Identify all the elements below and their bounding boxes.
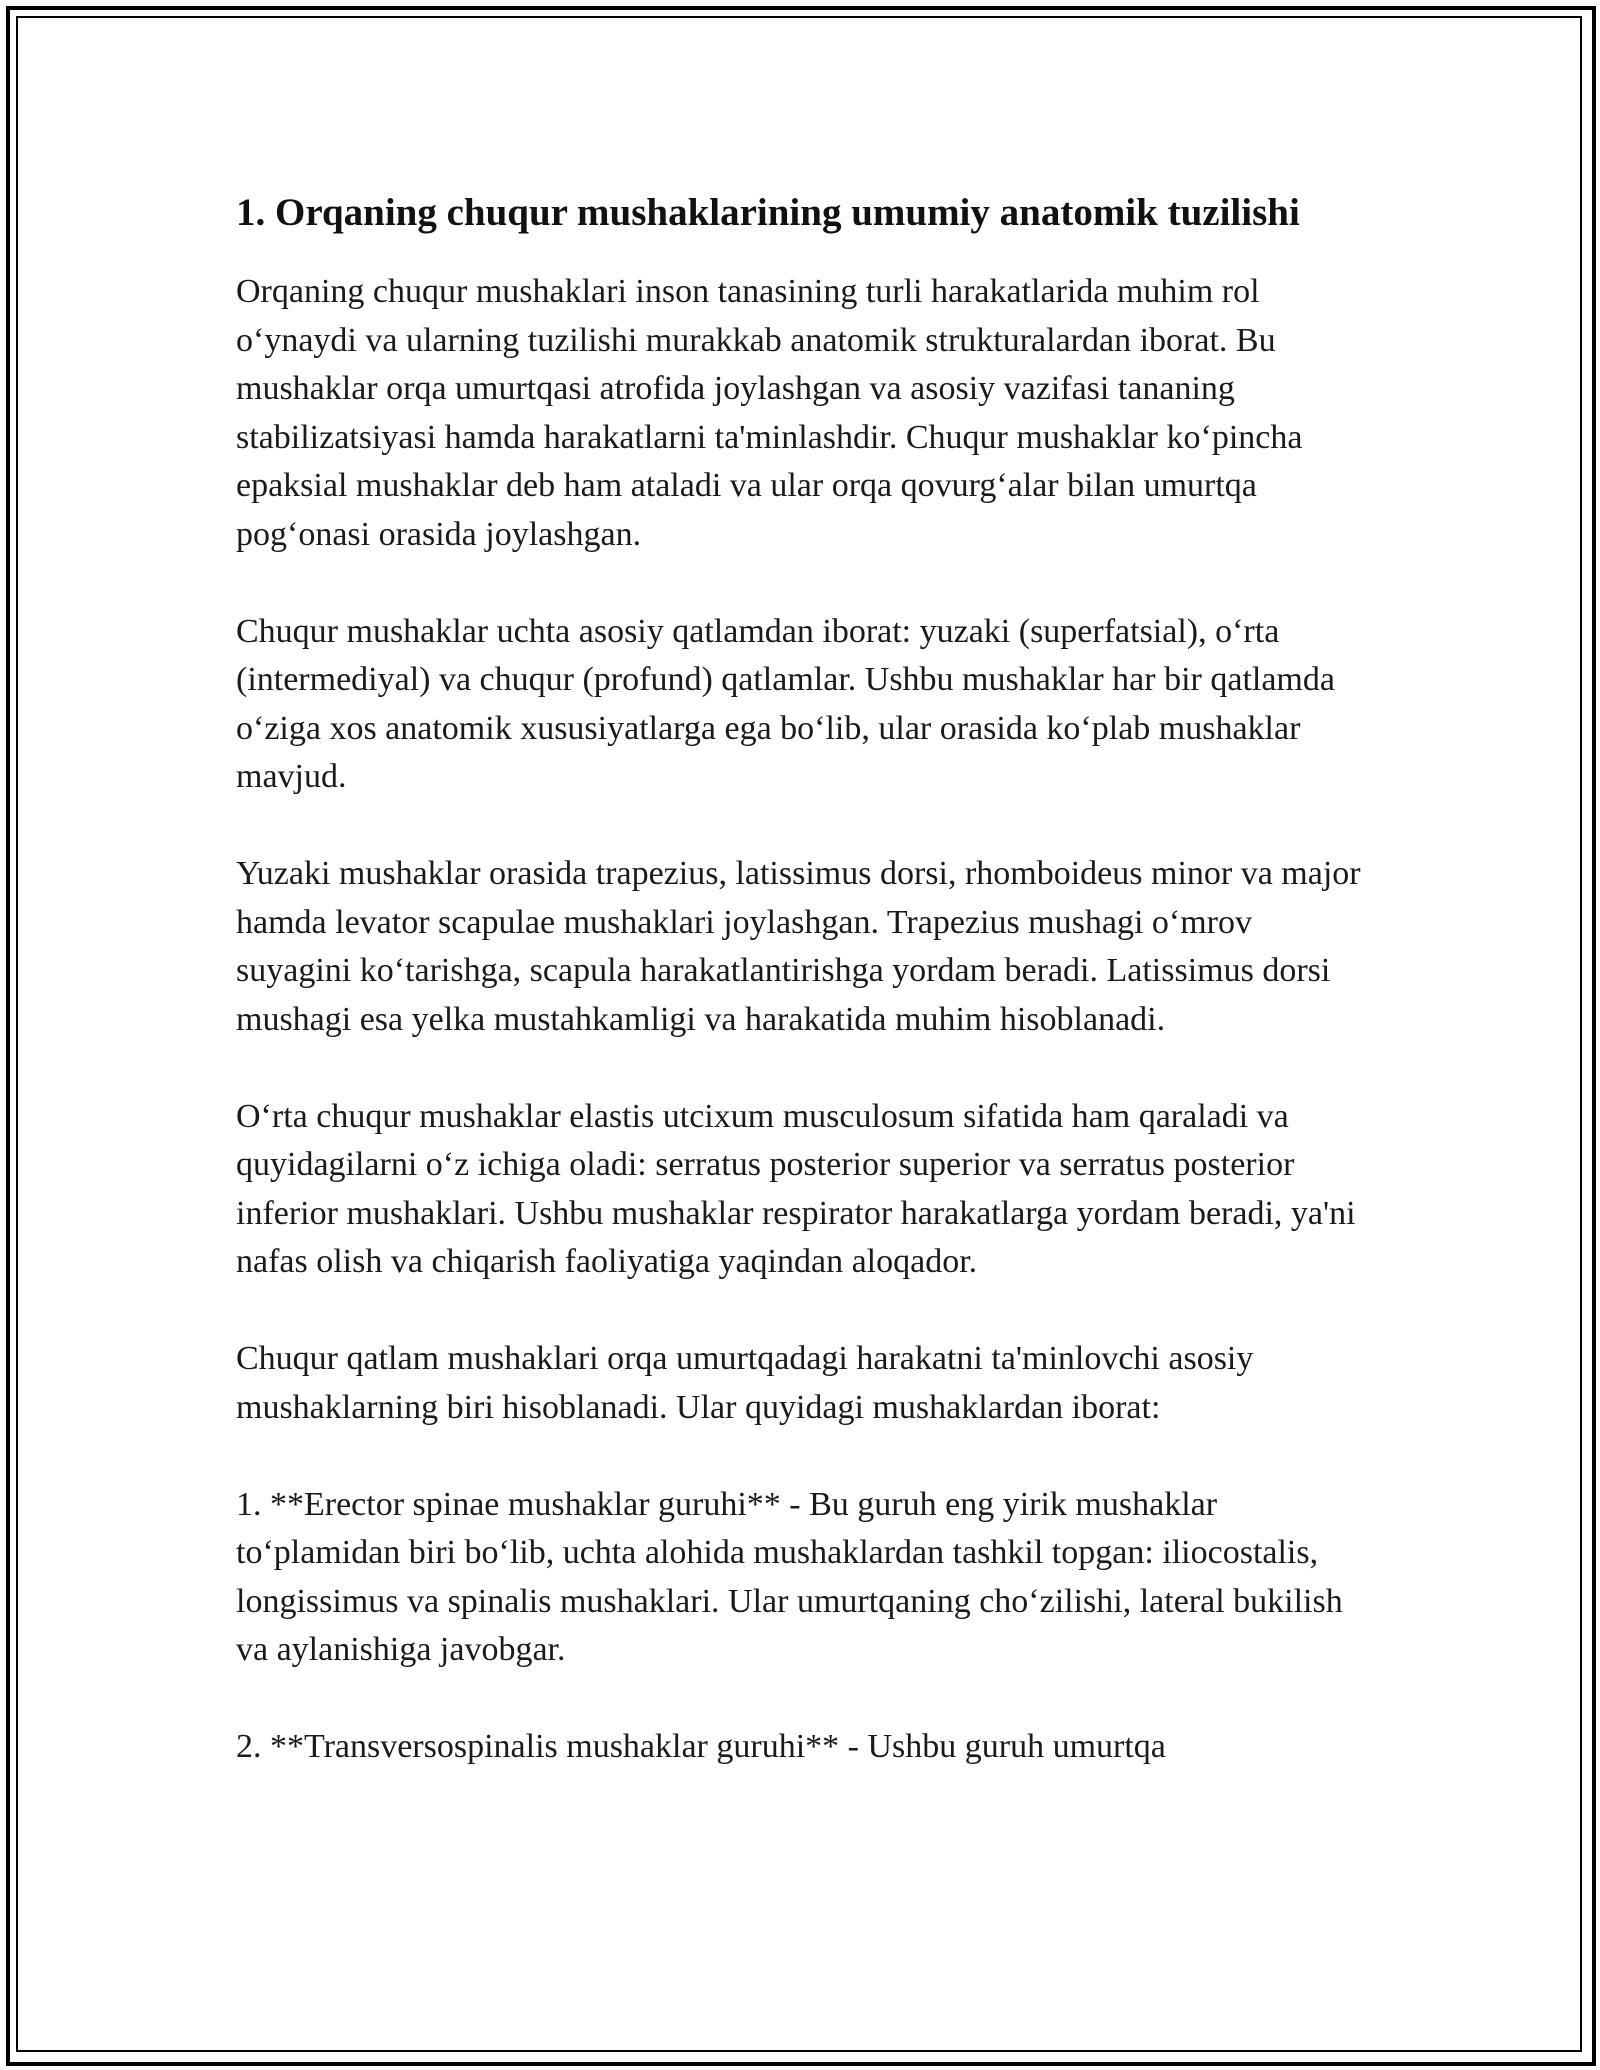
- paragraph-superficial-muscles: Yuzaki mushaklar orasida trapezius, latissimus dorsi, rhomboideus minor va major hamda levator scapulae mushaklari joylashgan. Trapezius mushagi o‘mrov suyagini ko‘tarishga, scapula harakatlantirishga yordam beradi. Latissimus dorsi mushagi esa yelka mustahkamligi va harakatida muhim hisoblanadi.: [236, 855, 1361, 1038]
- list-item-erector-spinae: 1. **Erector spinae mushaklar guruhi** - Bu guruh eng yirik mushaklar to‘plamidan biri bo‘lib, uchta alohida mushaklardan tashkil topgan: iliocostalis, longissimus va spinalis mushaklari. Ular umurtqaning cho‘zilishi, lateral bukilish va aylanishiga javobgar.: [236, 1485, 1343, 1668]
- list-item-transversospinalis: 2. **Transversospinalis mushaklar guruhi** - Ushbu guruh umurtqa: [236, 1728, 1166, 1765]
- paragraph-deep-layer-intro: Chuqur qatlam mushaklari orqa umurtqadagi harakatni ta'minlovchi asosiy mushaklarning biri hisoblanadi. Ular quyidagi mushaklardan iborat:: [236, 1340, 1254, 1426]
- paragraph-layers: Chuqur mushaklar uchta asosiy qatlamdan iborat: yuzaki (superfatsial), o‘rta (intermediyal) va chuqur (profund) qatlamlar. Ushbu mushaklar har bir qatlamda o‘ziga xos anatomik xususiyatlarga ega bo‘lib, ular orasida ko‘plab mushaklar mavjud.: [236, 612, 1335, 795]
- paragraph-intermediate-muscles: O‘rta chuqur mushaklar elastis utcixum musculosum sifatida ham qaraladi va quyidagilarni o‘z ichiga oladi: serratus posterior superior va serratus posterior inferior mushaklari. Ushbu mushaklar respirator harakatlarga yordam beradi, ya'ni nafas olish va chiqarish faoliyatiga yaqindan aloqador.: [236, 1097, 1356, 1280]
- document-title: 1. Orqaning chuqur mushaklarining umumiy anatomik tuzilishi: [236, 191, 1300, 234]
- document-body: [236, 186, 1374, 1820]
- paragraph-intro: Orqaning chuqur mushaklari inson tanasining turli harakatlarida muhim rol o‘ynaydi va ularning tuzilishi murakkab anatomik strukturalardan iborat. Bu mushaklar orqa umurtqasi atrofida joylashgan va asosiy vazifasi tananing stabilizatsiyasi hamda harakatlarni ta'minlashdir. Chuqur mushaklar ko‘pincha epaksial mushaklar deb ham ataladi va ular orqa qovurg‘alar bilan umurtqa pog‘onasi orasida joylashgan.: [236, 273, 1303, 553]
